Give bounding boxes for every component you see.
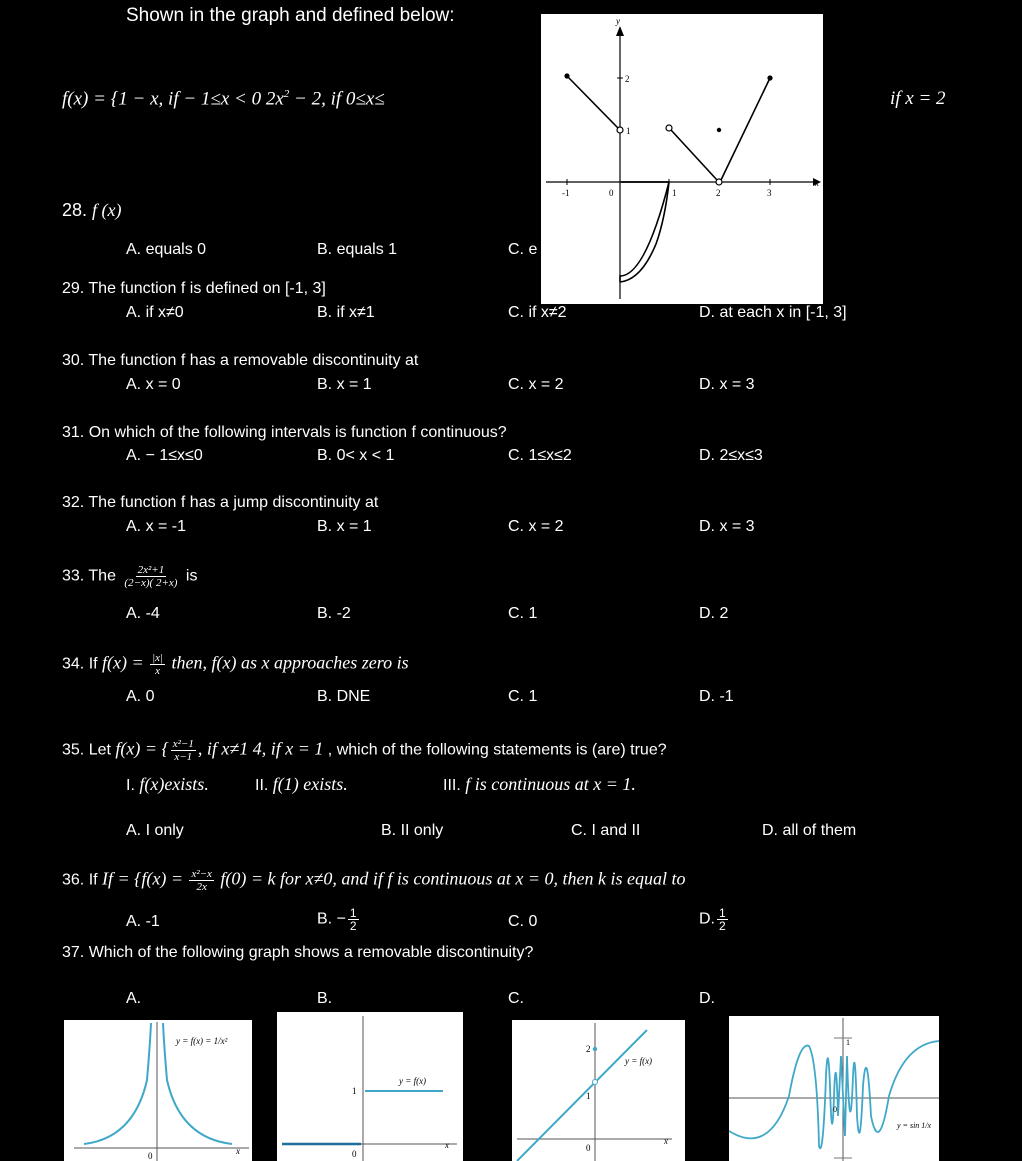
q36-option-b[interactable]: B. − $\frac{1}{2}$ (317, 906, 357, 933)
point-filled-2-1 (717, 128, 721, 132)
q35-option-d[interactable]: D. all of them (762, 822, 857, 839)
svg-text:1: 1 (846, 1038, 850, 1047)
graph-d-label: y = sin 1/x (897, 1121, 932, 1130)
svg-text:x: x (236, 1146, 240, 1156)
q35-statement-3: III. f is continuous at x = 1. (443, 774, 636, 794)
svg-text:x: x (664, 1136, 668, 1146)
q36-fraction: $\frac{\text{x²−x}}{2x}$ (191, 868, 212, 893)
definition-tail: if x = 2 (890, 88, 946, 109)
q29-stem: 29. The function f is defined on [-1, 3] (62, 280, 326, 297)
x-axis-label: x (815, 178, 819, 188)
q34-fraction: $\frac{|x|}{x}$ (152, 652, 164, 677)
q30-option-d[interactable]: D. x = 3 (699, 376, 755, 393)
q33-option-a[interactable]: A. -4 (126, 605, 160, 622)
curve-parabola (620, 182, 669, 282)
q28-option-b[interactable]: B. equals 1 (317, 241, 398, 258)
q37-stem: 37. Which of the following graph shows a removable discontinuity? (62, 944, 534, 961)
svg-text:0: 0 (148, 1151, 153, 1161)
q35-statement-2: II. f(1) exists. (255, 774, 348, 794)
q28-stem: 28. f (x) (62, 200, 122, 220)
definition-exponent: 2 (283, 88, 290, 100)
graph-d[interactable] (729, 1016, 939, 1161)
graph-b-label: y = f(x) (399, 1076, 427, 1086)
q36-stem: 36. If If = {f(x) = $\frac{\text{x²−x}}{2x}$ f(0) = k for x≠0, and if f is continuous at x = 0, then k is equal to (62, 868, 686, 893)
point-filled-3 (767, 75, 772, 80)
q31-option-c[interactable]: C. 1≤x≤2 (508, 447, 572, 464)
q31-option-b[interactable]: B. 0< x < 1 (317, 447, 395, 464)
q35-option-b[interactable]: B. II only (381, 822, 444, 839)
q33-option-c[interactable]: C. 1 (508, 605, 538, 622)
svg-text:1: 1 (352, 1086, 357, 1096)
q29-option-c[interactable]: C. if x≠2 (508, 304, 567, 321)
point-open-2 (716, 179, 722, 185)
q31-option-d[interactable]: D. 2≤x≤3 (699, 447, 763, 464)
definition-lhs: f(x) = (62, 88, 111, 110)
q33-option-b[interactable]: B. -2 (317, 605, 351, 622)
tick-y-2: 2 (625, 74, 630, 84)
q36-option-d[interactable]: D. $\frac{1}{2}$ (699, 906, 726, 933)
tick-x-2: 2 (716, 188, 721, 198)
tick-x-0: 0 (609, 188, 614, 198)
q35-option-c[interactable]: C. I and II (571, 822, 641, 839)
q35-statement-1: I. f(x)exists. (126, 774, 209, 794)
q37-option-b[interactable]: B. (317, 990, 333, 1007)
q29-option-a[interactable]: A. if x≠0 (126, 304, 184, 321)
y-axis-label: y (616, 16, 620, 26)
main-graph (541, 14, 823, 304)
graph-c-label: y = f(x) (625, 1056, 653, 1066)
tick-y-1: 1 (626, 126, 631, 136)
q30-option-c[interactable]: C. x = 2 (508, 376, 564, 393)
point-filled-neg1 (564, 73, 569, 78)
segment-middle (671, 130, 717, 180)
q29-option-d[interactable]: D. at each x in [-1, 3] (699, 304, 847, 321)
tick-x-3: 3 (767, 188, 772, 198)
q33-fraction: $\frac{\text{2x²+1}}{(2-x)( 2+x)}$ (124, 564, 178, 589)
q32-stem: 32. The function f has a jump discontinuity at (62, 494, 379, 511)
q28-option-c[interactable]: C. e (508, 241, 538, 258)
q32-option-d[interactable]: D. x = 3 (699, 518, 755, 535)
q33-option-d[interactable]: D. 2 (699, 605, 729, 622)
q29-option-b[interactable]: B. if x≠1 (317, 304, 375, 321)
q35-option-a[interactable]: A. I only (126, 822, 184, 839)
q34-option-a[interactable]: A. 0 (126, 688, 155, 705)
tick-x-neg1: -1 (562, 188, 570, 198)
main-graph-svg (541, 14, 823, 304)
q37-option-a[interactable]: A. (126, 990, 142, 1007)
svg-text:2: 2 (586, 1044, 591, 1054)
segment-left (567, 76, 618, 128)
q34-option-d[interactable]: D. -1 (699, 688, 734, 705)
q35-stem: 35. Let f(x) = { $\frac{\text{x²−1}}{x-1}$ , if x≠1 4, if x = 1 , which of the following statements is (are) true? (62, 738, 667, 763)
q34-option-b[interactable]: B. DNE (317, 688, 371, 705)
q33-stem: 33. The $\frac{\text{2x²+1}}{(2-x)( 2+x)}$ is (62, 564, 198, 589)
q31-stem: 31. On which of the following intervals is function f continuous? (62, 424, 507, 441)
q31-option-a[interactable]: A. − 1≤x≤0 (126, 447, 203, 464)
q36-option-a[interactable]: A. -1 (126, 913, 160, 930)
point-open-0-1 (617, 127, 623, 133)
q35-fraction: $\frac{\text{x²−1}}{x-1}$ (172, 738, 194, 763)
intro-text: Shown in the graph and defined below: (126, 5, 455, 26)
q32-option-a[interactable]: A. x = -1 (126, 518, 187, 535)
q28-option-a[interactable]: A. equals 0 (126, 241, 207, 258)
q30-stem: 30. The function f has a removable discontinuity at (62, 352, 419, 369)
q36-option-c[interactable]: C. 0 (508, 913, 538, 930)
svg-text:0: 0 (352, 1149, 357, 1159)
function-definition (62, 88, 385, 110)
segment-right (721, 78, 770, 180)
tick-x-1: 1 (672, 188, 677, 198)
q37-option-d[interactable]: D. (699, 990, 715, 1007)
q37-option-c[interactable]: C. (508, 990, 524, 1007)
y-axis-arrow (616, 26, 624, 36)
graph-a[interactable] (64, 1020, 252, 1161)
q32-option-b[interactable]: B. x = 1 (317, 518, 372, 535)
q30-option-b[interactable]: B. x = 1 (317, 376, 372, 393)
point-open-1 (666, 125, 672, 131)
q32-option-c[interactable]: C. x = 2 (508, 518, 564, 535)
graph-c[interactable] (512, 1020, 685, 1161)
q34-stem: 34. If f(x) = $\frac{|x|}{x}$ then, f(x) as x approaches zero is (62, 652, 409, 677)
q30-option-a[interactable]: A. x = 0 (126, 376, 181, 393)
svg-text:0: 0 (586, 1143, 591, 1153)
definition-piece2: − 2, if 0≤x≤ (289, 88, 385, 110)
graph-a-label: y = f(x) = 1/x² (176, 1036, 228, 1046)
definition-piece1: {1 − x, if − 1≤x < 0 2x (110, 88, 284, 110)
svg-text:x: x (445, 1140, 449, 1150)
graph-b[interactable] (277, 1012, 463, 1161)
svg-text:1: 1 (586, 1091, 591, 1101)
svg-text:0: 0 (833, 1105, 837, 1114)
q34-option-c[interactable]: C. 1 (508, 688, 538, 705)
